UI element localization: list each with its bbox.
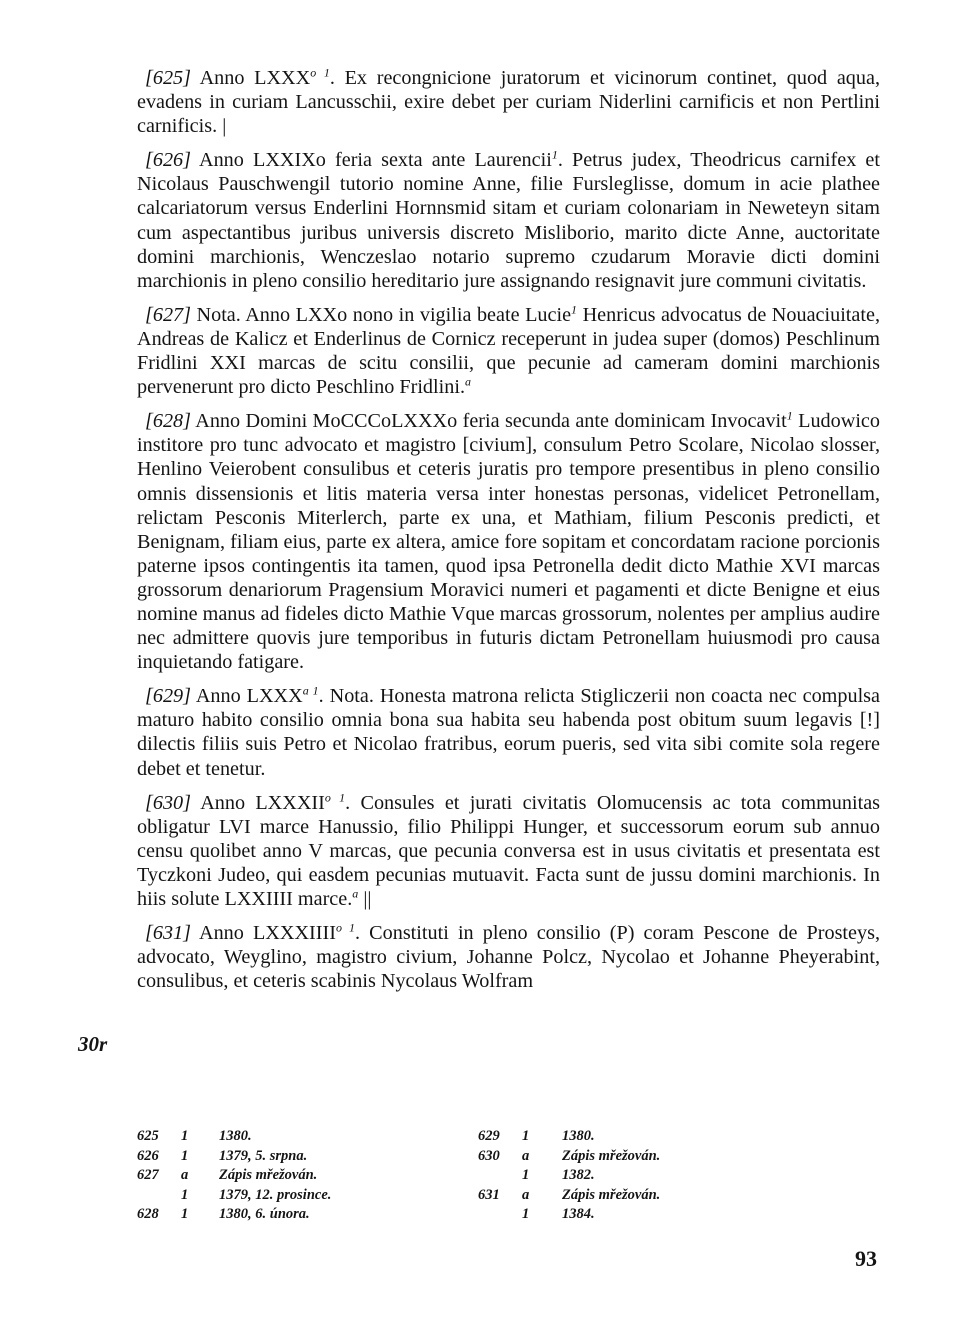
entry-630 <box>137 791 880 911</box>
footnote-ref: a 1 <box>302 683 319 698</box>
entry-text: . Ex recongnicione juratorum et vicinorum continet, quod aqua, evadens in curiam Lancusschii, exire debet per curiam Niderlini carnificis et non Pertlini carnificis. | <box>137 67 880 138</box>
footnote-key: a <box>181 1167 189 1183</box>
footnote-key: a <box>522 1147 530 1164</box>
footnote-text: 1379, 12. prosince. <box>219 1186 332 1203</box>
entry-number: [629] <box>145 685 191 708</box>
footnote-ref: o 1 <box>310 65 330 80</box>
footnote-ref: o 1 <box>324 789 346 804</box>
footnote-text: Zápis mřežován. <box>562 1186 661 1203</box>
footnote-text: 1382. <box>562 1167 595 1183</box>
entry-text-start: Anno LXXXII <box>191 791 325 814</box>
entry-text-start: Anno LXXX <box>191 685 303 708</box>
entry-number: [628] <box>145 410 191 433</box>
entry-text-start: Anno Domini MoCCCoLXXXo feria secunda ante dominicam Invocavit <box>191 410 787 433</box>
footnote-text: 1380. <box>219 1128 252 1144</box>
footnote-text: 1380. <box>562 1128 595 1144</box>
entry-number: [631] <box>145 922 191 945</box>
entry-627 <box>137 303 880 399</box>
footnote-text: 1384. <box>562 1206 595 1222</box>
footnote-row <box>137 1186 737 1206</box>
entry-text: . Constituti in pleno consilio (P) coram Pescone de Prosteys, advocato, Weyglino, magistro civium, Johanne Polcz, Nycolao et Johanne Pheyerabint, consulibus, et ceteris scabinis Nycolaus Wolfram <box>137 922 880 993</box>
textual-note-ref: a <box>352 886 359 901</box>
main-text <box>137 66 880 1003</box>
footnote-entry-number: 631 <box>478 1186 500 1203</box>
footnote-text: 1380, 6. února. <box>219 1206 310 1222</box>
footnote-entry-number: 630 <box>478 1147 500 1164</box>
entry-text: Henricus advocatus de Nouaciuitate, Andreas de Kalicz et Enderlinus de Cornicz receperunt in judea super (domos) Peschlinum Fridlini XXI marcas de scitu consilii, que pecunie ad cameram domini marchionis pervenerunt pro dicto Peschlino Fridlini. <box>137 303 880 399</box>
entry-number: [625] <box>145 67 191 89</box>
entry-629 <box>137 684 880 780</box>
footnote-entry-number: 629 <box>478 1128 500 1144</box>
footnote-key: 1 <box>181 1147 189 1164</box>
footnote-ref: 1 <box>571 302 578 317</box>
footnote-row <box>137 1166 737 1186</box>
footnote-ref: o 1 <box>335 920 356 935</box>
entry-text-start: Nota. Anno LXXo nono in vigilia beate Lucie <box>191 303 572 326</box>
entry-number: [630] <box>145 791 191 814</box>
entry-626 <box>137 148 880 293</box>
footnote-entry-number: 625 <box>137 1128 159 1144</box>
footnote-ref: 1 <box>786 408 793 423</box>
entry-text: . Consules et jurati civitatis Olomucensis ac tota communitas obligatur LVI marce Hanussio, filio Philippi Hunger, et successorum eorum sub annuo censu quolibet anno V marcas, que pecunia conversa est in usus civitatis et presentata est Tyczkoni Judeo, qui easdem pecunias mutuavit. Facta sunt de jussu domini marchionis. In hiis solute LXXIIII marce. <box>137 791 881 910</box>
entry-628 <box>137 409 880 674</box>
footnote-text: 1379, 5. srpna. <box>219 1147 308 1164</box>
footnote-key: 1 <box>522 1128 530 1144</box>
footnotes <box>137 1127 737 1225</box>
footnote-key: 1 <box>181 1128 189 1144</box>
footnote-entry-number: 627 <box>137 1167 159 1183</box>
page-number: 93 <box>855 1246 877 1271</box>
entry-text-start: Anno LXXIXo feria sexta ante Laurencii <box>191 149 552 172</box>
entry-631 <box>137 921 880 993</box>
footnote-key: a <box>522 1186 530 1203</box>
textual-note-ref: a <box>465 374 471 389</box>
footnote-ref: 1 <box>551 147 558 162</box>
footnote-key: 1 <box>181 1186 189 1203</box>
footnote-key: 1 <box>522 1167 530 1183</box>
footnote-text: Zápis mřežován. <box>219 1167 318 1183</box>
footnote-entry-number: 628 <box>137 1206 159 1222</box>
entry-text: . Nota. Honesta matrona relicta Stigliczerii non coacta nec compulsa maturo habito consilio omnia bona sua habita seu habenda post obitum suum legavis [!] dilectis filiis suis Petro et Nicolao fratribus, eorum pueris, sed vita sibi comite sola regere debet et tenetur. <box>137 685 880 780</box>
margin-folio-number: 30r <box>78 1032 108 1056</box>
footnote-text: Zápis mřežován. <box>562 1147 661 1164</box>
entry-text: . Petrus judex, Theodricus carnifex et Nicolaus Pauschwengil tutorio nomine Anne, filie Fursleglisse, domum in acie plathee calcariatorum versus Enderlini Hornnsmid sitam et curiam colonariam in Neweteyn sitam cum aspectantibus juribus universis discreto Misliborio, marito dicte Anne, auctoritate domini marchionis, Wenczeslao notario supremo czudarum Moravie dicti domini marchionis in pleno consilio hereditario jure assignando resignavit jure communi civitatis. <box>137 149 880 292</box>
entry-text-start: Anno LXXX <box>191 67 311 89</box>
footnote-row <box>137 1127 737 1147</box>
entry-text-start: Anno LXXXIIII <box>191 922 336 945</box>
footnote-key: 1 <box>181 1206 189 1222</box>
entry-text: Ludowico institore pro tunc advocato et magistro [civium], consulum Petro Scolare, Nicolao slosser, Henlino Veierobent consulibus et ceteris juratis pro tempore presentibus in pleno consilio omnis dissensionis et litis materia versa inter honestas personas, videlicet Petronellam, relictam Pesconis Miterlerch, parte ex una, et Mathiam, filium Pesconis predicti, et Benignam, filiam eius, parte ex altera, amice fore sopitam et concordatam racione porcionis paterne ipsos contingentis ita tamen, quod ipsa Petronella dedit dicto Mathie XVI marcas grossorum denariorum Pragensium Moravici numeri et pagamenti et dicte Benigne et eius nomine manus ad fideles dicto Mathie Vque marcas grossorum, nolentes per amplius audire nec admittere quovis jure temporibus in futuris dictam Petronellam huiusmodi pro causa inquietando fatigare. <box>137 410 880 674</box>
entry-number: [626] <box>145 149 191 172</box>
footnote-entry-number: 626 <box>137 1147 159 1164</box>
footnote-row <box>137 1205 737 1225</box>
folio-break-mark: || <box>358 888 372 910</box>
entry-625 <box>137 66 880 138</box>
footnote-row <box>137 1147 737 1167</box>
entry-number: [627] <box>145 303 191 326</box>
footnote-key: 1 <box>522 1206 530 1222</box>
